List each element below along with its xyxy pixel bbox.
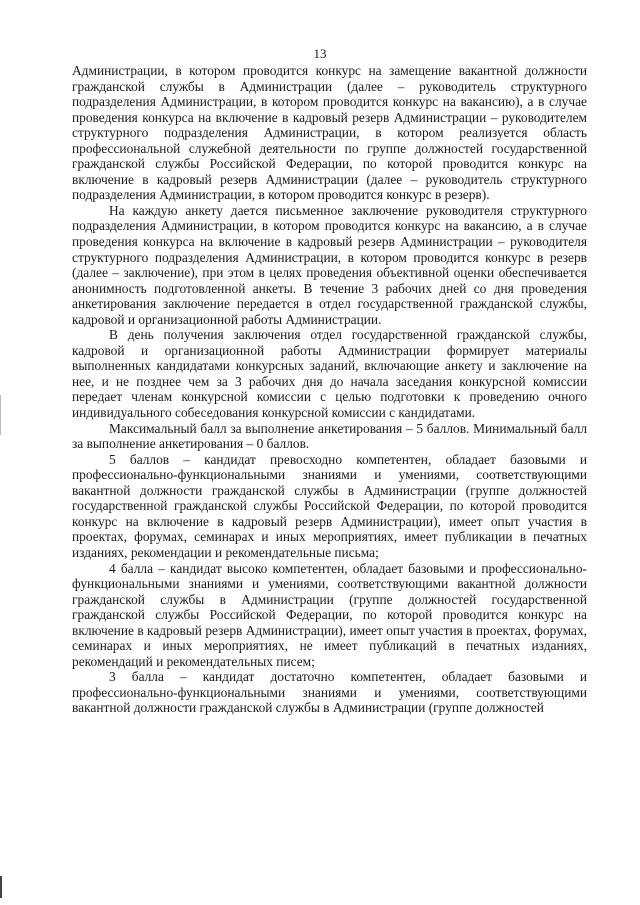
paragraph-score-3: 3 балла – кандидат достаточно компетентен, обладает базовыми и профессионально-функциональными знаниями и умениями, соответствующими вакантной должности гражданской службы в Администрации (группе должностей (72, 669, 587, 716)
paragraph-score-4: 4 балла – кандидат высоко компетентен, обладает базовыми и профессионально-функциональными знаниями и умениями, соответствующими вакантной должности гражданской службы в Администрации (группе должностей государственной гражданской службы Российской Федерации, по которой проводится конкурс на включение в кадровый резерв Администрации), имеет опыт участия в проектах, форумах, семинарах и иных мероприятиях, не имеет публикаций в печатных изданиях, рекомендаций и рекомендательных писем; (72, 560, 587, 669)
page-number: 13 (313, 46, 327, 61)
paragraph-score-5: 5 баллов – кандидат превосходно компетентен, обладает базовыми и профессионально-функциональными знаниями и умениями, соответствующими вакантной должности гражданской службы в Администрации (группе должностей государственной гражданской службы Российской Федерации, по которой проводится конкурс на включение в кадровый резерв Администрации), имеет опыт участия в проектах, форумах, семинарах и иных мероприятиях, имеет публикации в печатных изданиях, рекомендации и рекомендательные письма; (72, 451, 587, 560)
scan-margin-mark (0, 876, 2, 898)
document-body (72, 63, 587, 716)
scan-margin-mark (0, 395, 1, 435)
paragraph-score-range: Максимальный балл за выполнение анкетирования – 5 баллов. Минимальный балл за выполнение анкетирования – 0 баллов. (72, 420, 587, 452)
paragraph-materials-formation: В день получения заключения отдел государственной гражданской службы, кадровой и организационной работы Администрации формирует материалы выполненных кандидатами конкурсных заданий, включающие анкету и заключение на нее, и не позднее чем за 3 рабочих дня до начала заседания конкурсной комиссии передает членам конкурсной комиссии с целью подготовки к проведению очного индивидуального собеседования конкурсной комиссии с кандидатами. (72, 327, 587, 421)
paragraph-continuation: Администрации, в котором проводится конкурс на замещение вакантной должности гражданской службы в Администрации (далее – руководитель структурного подразделения Администрации, в котором проводится конкурс на вакансию), а в случае проведения конкурса на включение в кадровый резерв Администрации – руководителем структурного подразделения Администрации, в котором реализуется область профессиональной служебной деятельности по группе должностей государственной гражданской службы Российской Федерации, по которой проводится конкурс на включение в кадровый резерв Администрации (далее – руководитель структурного подразделения Администрации, в котором проводится конкурс в резерв). (72, 63, 587, 203)
paragraph-written-conclusion: На каждую анкету дается письменное заключение руководителя структурного подразделения Администрации, в котором проводится конкурс на вакансию, а в случае проведения конкурса на включение в кадровый резерв Администрации – руководителя структурного подразделения Администрации, в котором проводится конкурс в резерв (далее – заключение), при этом в целях проведения объективной оценки обеспечивается анонимность подготовленной анкеты. В течение 3 рабочих дней со дня проведения анкетирования заключение передается в отдел государственной гражданской службы, кадровой и организационной работы Администрации. (72, 202, 587, 327)
